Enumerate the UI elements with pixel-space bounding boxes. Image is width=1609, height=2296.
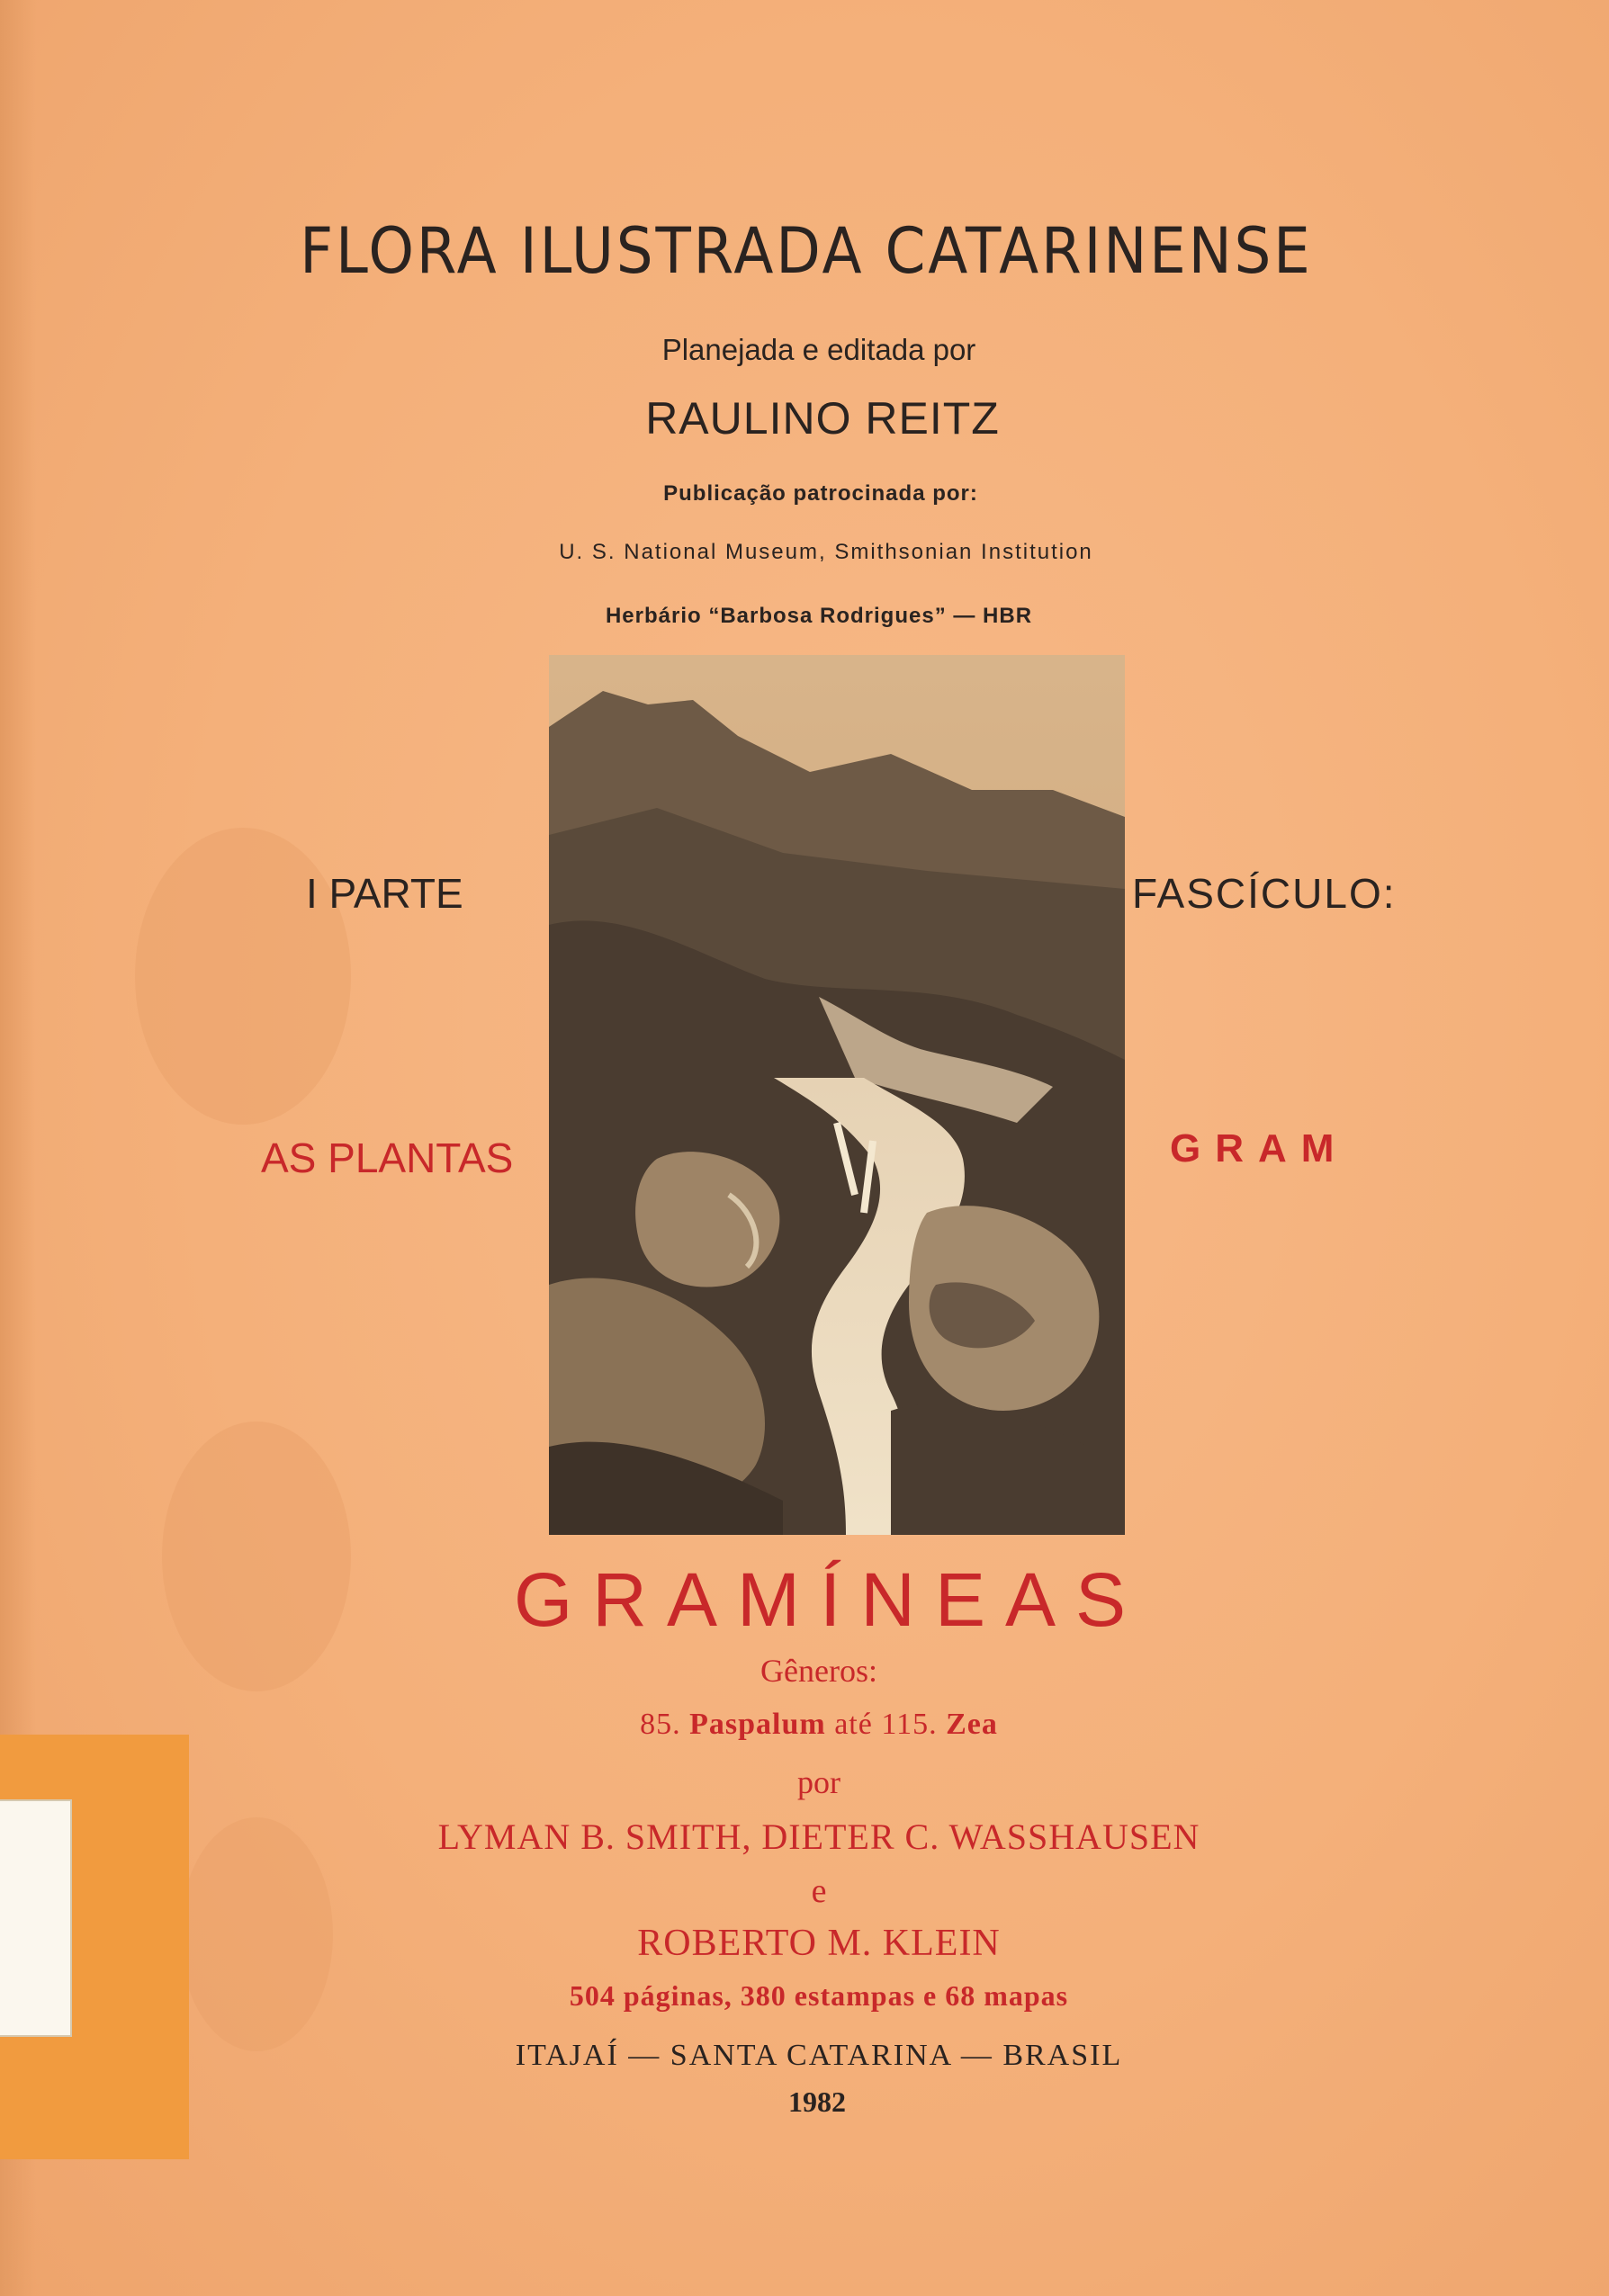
authors-line-1: LYMAN B. SMITH, DIETER C. WASSHAUSEN xyxy=(437,1816,1200,1857)
plants-label: AS PLANTAS xyxy=(261,1135,514,1181)
publication-place: ITAJAÍ — SANTA CATARINA — BRASIL xyxy=(515,2039,1123,2072)
editor-label: Planejada e editada por xyxy=(661,333,976,366)
part-label: I PARTE xyxy=(306,870,463,917)
genera-label: Gêneros: xyxy=(760,1653,877,1689)
editor-name: RAULINO REITZ xyxy=(645,393,1000,444)
book-title: GRAMÍNEAS xyxy=(513,1557,1146,1642)
book-extent: 504 páginas, 380 estampas e 68 mapas xyxy=(569,1979,1069,2012)
sponsor-label: Publicação patrocinada por: xyxy=(663,481,978,506)
genus-start-number: 85. xyxy=(640,1708,681,1741)
genus-start-name: Paspalum xyxy=(689,1708,826,1741)
sponsor-smithsonian: U. S. National Museum, Smithsonian Institution xyxy=(559,540,1093,564)
authors-line-2: ROBERTO M. KLEIN xyxy=(637,1923,1001,1964)
by-label: por xyxy=(797,1764,840,1800)
sponsor-herbarium: Herbário “Barbosa Rodrigues” — HBR xyxy=(605,604,1033,628)
publication-year: 1982 xyxy=(788,2085,846,2118)
fascicle-code: GRAM xyxy=(1170,1126,1349,1170)
genus-end-number: 115. xyxy=(881,1708,938,1741)
cover-photo-waterfall xyxy=(549,655,1125,1535)
authors-conjunction: e xyxy=(811,1872,827,1910)
fascicle-label: FASCÍCULO: xyxy=(1132,870,1397,917)
genera-range xyxy=(14,1708,1609,1742)
genus-end-name: Zea xyxy=(946,1708,998,1741)
library-label-slip xyxy=(0,1799,72,2037)
waterfall-illustration xyxy=(549,655,1125,1535)
series-title: FLORA ILUSTRADA CATARINENSE xyxy=(300,214,1313,288)
genus-range-connector: até xyxy=(834,1708,873,1741)
